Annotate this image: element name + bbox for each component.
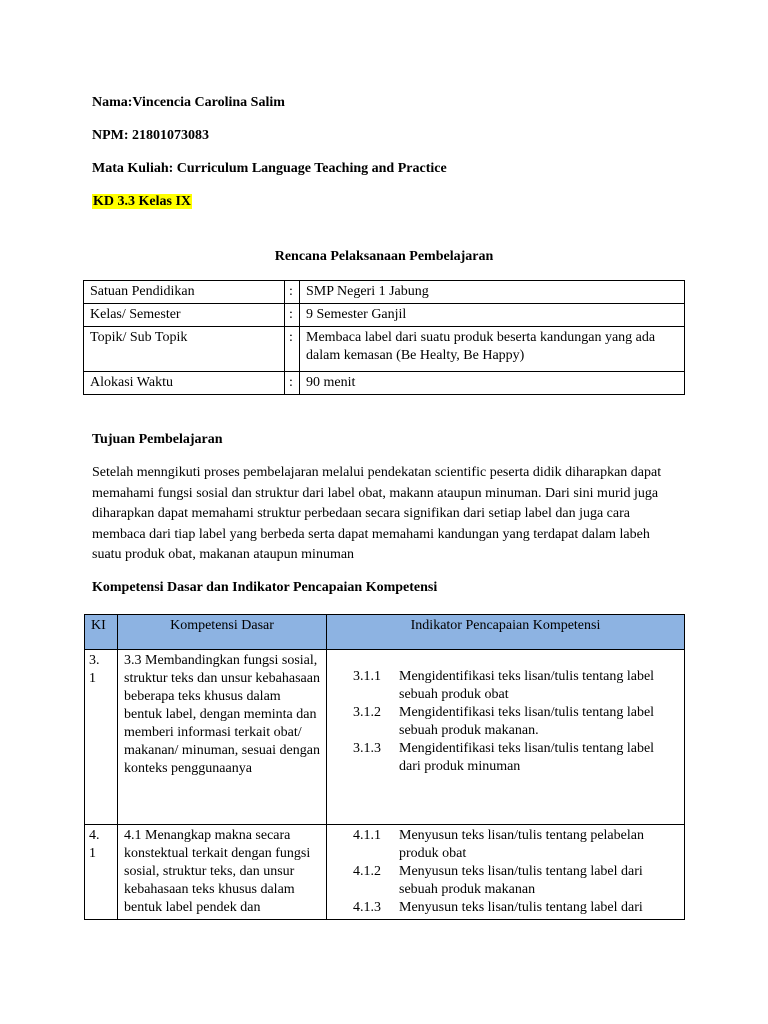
info-row bbox=[84, 304, 685, 327]
table-row bbox=[85, 825, 685, 920]
indikator-number: 3.1.3 bbox=[353, 741, 381, 756]
indikator-text: Mengidentifikasi teks lisan/tulis tentang label dari produk minuman bbox=[399, 741, 655, 774]
info-row bbox=[84, 372, 685, 395]
indikator-text: Mengidentifikasi teks lisan/tulis tentang label sebuah produk obat bbox=[399, 669, 655, 702]
kd-highlight: KD 3.3 Kelas IX bbox=[93, 194, 191, 209]
info-value: 90 menit bbox=[300, 372, 685, 395]
info-row bbox=[84, 281, 685, 304]
ki-cell: 3. 1 bbox=[85, 650, 118, 825]
list-item bbox=[333, 668, 678, 704]
info-row bbox=[84, 327, 685, 372]
indikator-text: Mengidentifikasi teks lisan/tulis tentang label sebuah produk makanan. bbox=[399, 705, 655, 738]
indikator-text: Menyusun teks lisan/tulis tentang label dari sebuah produk makanan bbox=[399, 864, 643, 897]
info-separator: : bbox=[285, 304, 300, 327]
header-indikator: Indikator Pencapaian Kompetensi bbox=[327, 615, 685, 650]
info-value: SMP Negeri 1 Jabung bbox=[300, 281, 685, 304]
kd-class-label bbox=[92, 194, 192, 210]
tujuan-paragraph: Setelah menngikuti proses pembelajaran melalui pendekatan scientific peserta didik diharapkan dapat memahami fungsi sosial dan struktur dari label obat, makann ataupun minuman. Dari sini murid juga diharapkan dapat memahami struktur perbedaan secara signifikan dari setiap label dan juga cara membaca dari tiap label yang berbeda serta dapat memahami kandungan yang terdapat dalam labeh suatu produk obat, makanan ataupun minuman bbox=[92, 465, 662, 562]
info-label: Topik/ Sub Topik bbox=[84, 327, 285, 372]
student-npm: NPM: 21801073083 bbox=[92, 128, 210, 143]
info-value: Membaca label dari suatu produk beserta kandungan yang ada dalam kemasan (Be Healty, Be Happy) bbox=[300, 327, 685, 372]
indikator-text: Menyusun teks lisan/tulis tentang label dari bbox=[399, 900, 643, 915]
header-kompetensi-dasar: Kompetensi Dasar bbox=[118, 615, 327, 650]
kd-cell: 4.1 Menangkap makna secara konstektual terkait dengan fungsi sosial, struktur teks, dan unsur kebahasaan teks khusus dalam bentuk label pendek dan bbox=[118, 825, 327, 920]
indikator-number: 3.1.1 bbox=[353, 669, 381, 684]
indikator-number: 4.1.1 bbox=[353, 828, 381, 843]
kd-cell: 3.3 Membandingkan fungsi sosial, struktur teks dan unsur kebahasaan beberapa teks khusus dalam bentuk label, dengan meminta dan memberi informasi terkait obat/ makanan/ minuman, sesuai dengan konteks penggunaanya bbox=[118, 650, 327, 825]
indikator-cell bbox=[327, 650, 685, 825]
rpp-title: Rencana Pelaksanaan Pembelajaran bbox=[274, 249, 494, 264]
info-separator: : bbox=[285, 372, 300, 395]
indikator-number: 3.1.2 bbox=[353, 705, 381, 720]
indikator-list bbox=[333, 668, 678, 776]
info-label: Satuan Pendidikan bbox=[84, 281, 285, 304]
info-table bbox=[83, 280, 685, 395]
info-separator: : bbox=[285, 327, 300, 372]
indikator-number: 4.1.3 bbox=[353, 900, 381, 915]
kompetensi-heading: Kompetensi Dasar dan Indikator Pencapaian Kompetensi bbox=[92, 580, 438, 595]
table-header-row bbox=[85, 615, 685, 650]
indikator-number: 4.1.2 bbox=[353, 864, 381, 879]
info-label: Kelas/ Semester bbox=[84, 304, 285, 327]
header-ki: KI bbox=[85, 615, 118, 650]
indikator-cell bbox=[327, 825, 685, 920]
table-row bbox=[85, 650, 685, 825]
student-name: Nama:Vincencia Carolina Salim bbox=[92, 95, 285, 110]
info-label: Alokasi Waktu bbox=[84, 372, 285, 395]
info-separator: : bbox=[285, 281, 300, 304]
indikator-list bbox=[333, 827, 678, 917]
list-item bbox=[333, 863, 678, 899]
list-item bbox=[333, 899, 678, 917]
indikator-text: Menyusun teks lisan/tulis tentang pelabelan produk obat bbox=[399, 828, 644, 861]
info-value: 9 Semester Ganjil bbox=[300, 304, 685, 327]
tujuan-heading: Tujuan Pembelajaran bbox=[92, 432, 223, 447]
list-item bbox=[333, 827, 678, 863]
course-name: Mata Kuliah: Curriculum Language Teaching and Practice bbox=[92, 161, 447, 176]
kompetensi-table bbox=[84, 614, 685, 920]
list-item bbox=[333, 740, 678, 776]
list-item bbox=[333, 704, 678, 740]
ki-cell: 4. 1 bbox=[85, 825, 118, 920]
